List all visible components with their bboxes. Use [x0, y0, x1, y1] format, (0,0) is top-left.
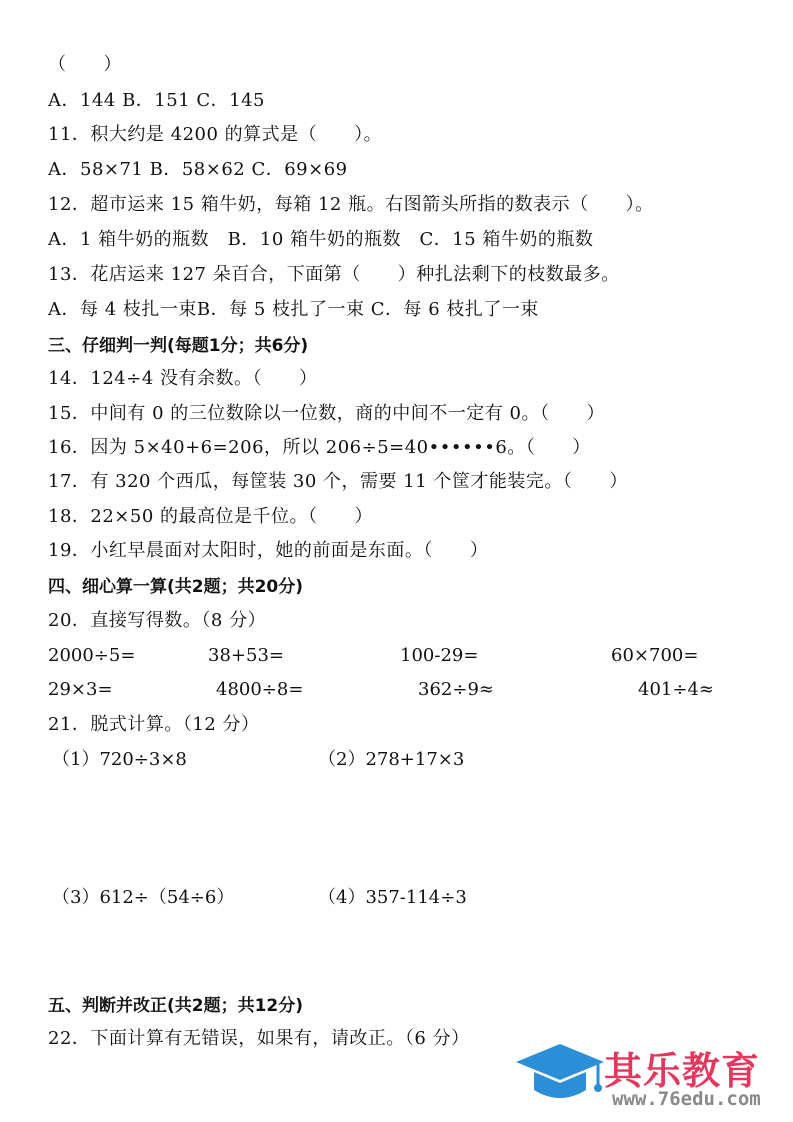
q12-options: A．1 箱牛奶的瓶数 B．10 箱牛奶的瓶数 C．15 箱牛奶的瓶数	[48, 229, 594, 250]
calc-item: 29×3=	[48, 679, 113, 700]
calc-item: 401÷4≈	[638, 679, 714, 700]
q13-text: 13．花店运来 127 朵百合，下面第（ ）种扎法剩下的枝数最多。	[48, 264, 620, 285]
section3-heading: 三、仔细判一判(每题1分；共6分)	[48, 336, 309, 356]
section5-heading: 五、判断并改正(共2题；共12分)	[48, 996, 304, 1016]
q11-text: 11．积大约是 4200 的算式是（ ）。	[48, 124, 383, 145]
watermark-logo	[512, 1036, 792, 1116]
q16-text: 16．因为 5×40+6=206，所以 206÷5=40••••••6。（ ）	[48, 437, 591, 458]
q21-text: 21．脱式计算。（12 分）	[48, 714, 260, 735]
watermark-url: www.76edu.com	[612, 1088, 761, 1110]
q20-text: 20．直接写得数。（8 分）	[48, 610, 267, 631]
graduation-cap-icon	[512, 1036, 608, 1116]
q18-text: 18．22×50 的最高位是千位。（ ）	[48, 506, 374, 527]
q19-text: 19．小红早晨面对太阳时，她的前面是东面。（ ）	[48, 540, 489, 561]
watermark-brand-name: 其乐教育	[604, 1049, 761, 1093]
q21-part-1: （1）720÷3×8	[52, 749, 187, 770]
q21-part-3: （3）612÷（54÷6）	[52, 887, 235, 908]
q10-options: A．144 B．151 C．145	[48, 90, 266, 111]
q22-text: 22．下面计算有无错误，如果有，请改正。（6 分）	[48, 1028, 470, 1049]
section4-heading: 四、细心算一算(共2题；共20分)	[48, 577, 304, 597]
q11-options: A．58×71 B．58×62 C．69×69	[48, 159, 348, 180]
q17-text: 17．有 320 个西瓜，每筐装 30 个，需要 11 个筐才能装完。（ ）	[48, 471, 628, 492]
calc-item: 60×700=	[611, 645, 699, 666]
q13-options: A．每 4 枝扎一束B．每 5 枝扎了一束 C．每 6 枝扎了一束	[48, 299, 539, 320]
answer-bracket-line: （ ）	[48, 54, 122, 75]
calc-item: 100-29=	[400, 645, 479, 666]
calc-item: 362÷9≈	[418, 679, 494, 700]
q15-text: 15．中间有 0 的三位数除以一位数，商的中间不一定有 0。（ ）	[48, 403, 605, 424]
q21-part-2: （2）278+17×3	[318, 749, 465, 770]
calc-item: 4800÷8=	[216, 679, 304, 700]
calc-item: 38+53=	[208, 645, 284, 666]
calc-item: 2000÷5=	[48, 645, 136, 666]
q12-text: 12．超市运来 15 箱牛奶，每箱 12 瓶。右图箭头所指的数表示（ ）。	[48, 194, 654, 215]
q14-text: 14．124÷4 没有余数。（ ）	[48, 368, 318, 389]
q21-part-4: （4）357-114÷3	[318, 887, 467, 908]
